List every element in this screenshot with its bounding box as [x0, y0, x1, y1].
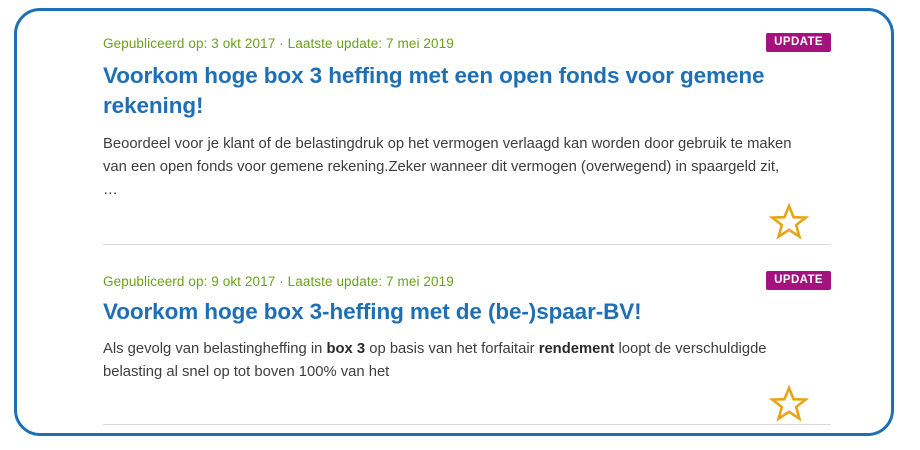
article-divider [103, 244, 831, 245]
star-icon[interactable] [769, 202, 809, 247]
article-title-link[interactable]: Voorkom hoge box 3-heffing met de (be-)spaar-BV! [103, 299, 642, 325]
article-item[interactable] [103, 251, 831, 431]
publication-meta: Gepubliceerd op: 9 okt 2017 · Laatste update: 7 mei 2019 [103, 274, 454, 290]
publication-meta: Gepubliceerd op: 3 okt 2017 · Laatste update: 7 mei 2019 [103, 36, 454, 51]
star-icon[interactable] [769, 384, 809, 429]
article-list-panel [14, 8, 894, 436]
article-meta-row [103, 271, 831, 293]
article-list [103, 33, 831, 431]
article-divider [103, 424, 831, 425]
status-badge: UPDATE [766, 271, 831, 290]
status-badge: UPDATE [766, 33, 831, 52]
article-excerpt: Beoordeel voor je klant of de belastingdruk op het vermogen verlaagd kan worden door gebruik te maken van een open fonds voor gemene rekening.Zeker wanneer dit vermogen (overwegend) in spaargeld zit, … [103, 136, 792, 199]
article-excerpt: Als gevolg van belastingheffing in box 3 op basis van het forfaitair rendement loopt de verschuldigde belasting al snel op tot boven 100% van het [103, 340, 767, 380]
article-meta-row [103, 33, 831, 55]
article-item[interactable] [103, 33, 831, 251]
article-title-link[interactable]: Voorkom hoge box 3 heffing met een open fonds voor gemene rekening! [103, 63, 765, 118]
article-actions [103, 384, 831, 424]
article-actions [103, 202, 831, 244]
